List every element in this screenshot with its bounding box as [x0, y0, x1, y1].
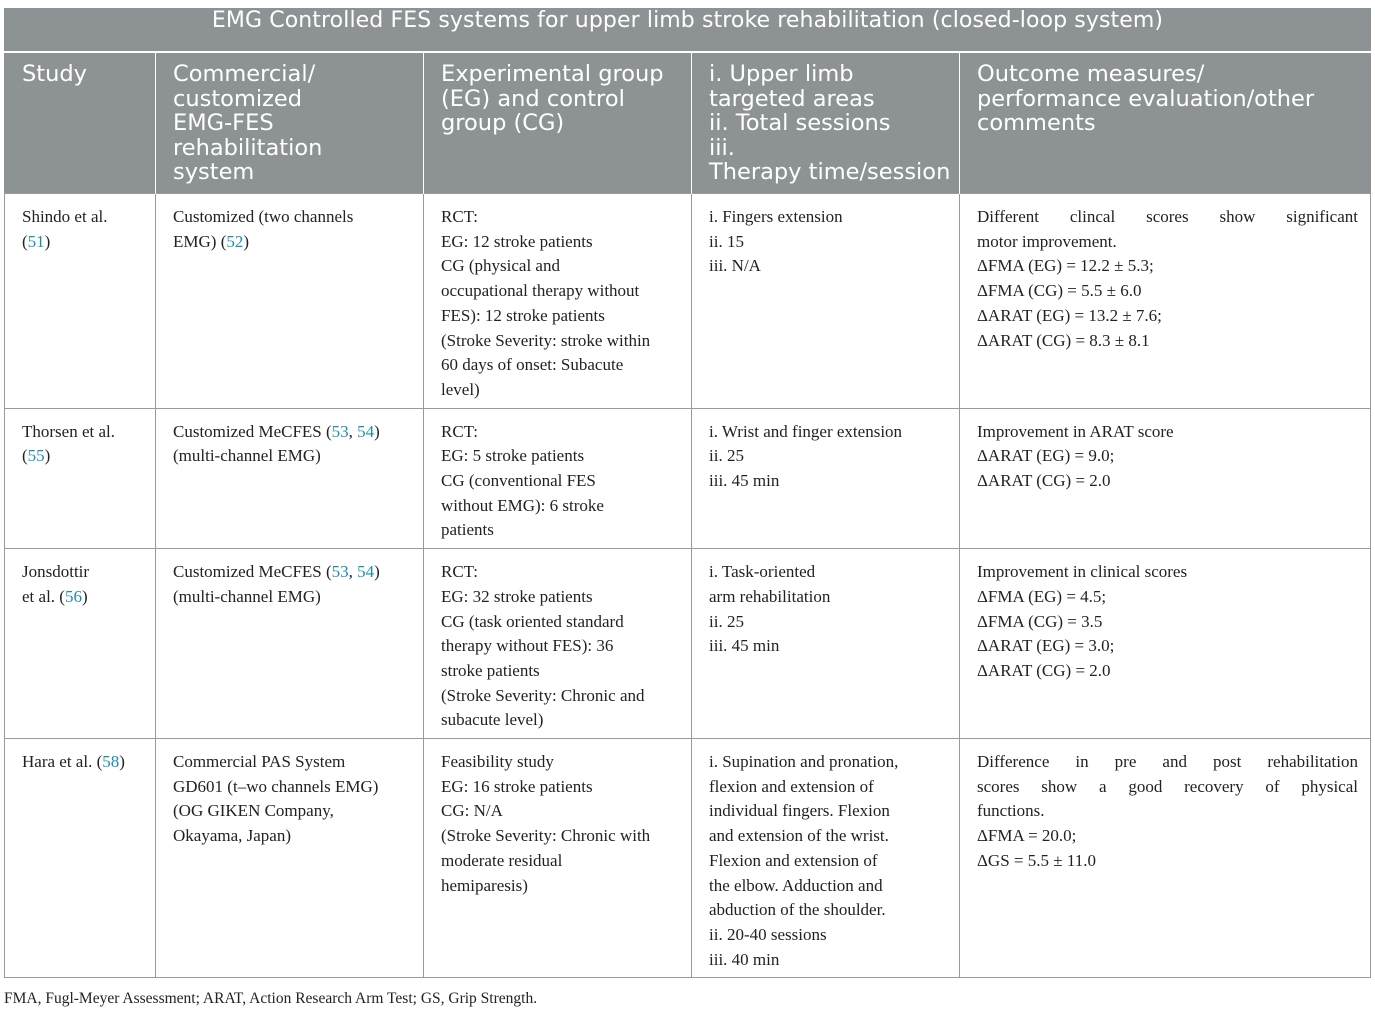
groups-line: subacute level)	[441, 710, 544, 730]
header-row	[5, 52, 1371, 194]
outcomes-line: functions.	[977, 801, 1045, 821]
outcomes-line: ΔARAT (CG) = 8.3 ± 8.1	[977, 330, 1150, 350]
targets-line: i. Supination and pronation,	[709, 752, 899, 772]
outcomes-line: ΔARAT (EG) = 3.0;	[977, 636, 1115, 656]
ref-paren: )	[44, 231, 51, 251]
study-name: Shindo et al.	[22, 207, 108, 226]
study-ref: 56	[64, 586, 82, 606]
system-ref: 54	[357, 562, 375, 582]
table-title: EMG Controlled FES systems for upper limb stroke rehabilitation (closed-loop system)	[5, 9, 1371, 53]
header-line: rehabilitation	[173, 134, 323, 161]
groups-line: CG (physical and	[441, 256, 560, 276]
study-name: Jonsdottir	[22, 562, 90, 582]
outcomes-line: ΔFMA (EG) = 4.5;	[977, 586, 1107, 606]
system-line	[173, 799, 411, 824]
table-row	[5, 194, 1371, 409]
header-line: system	[173, 159, 255, 185]
targets-line: iii. 45 min	[709, 636, 780, 656]
ref-paren: (	[22, 231, 28, 251]
system-line	[173, 750, 411, 775]
groups-line: EG: 5 stroke patients	[441, 446, 585, 466]
study-line	[22, 420, 143, 445]
system-ref: 52	[226, 231, 244, 251]
study-line	[22, 585, 143, 610]
targets-line: abduction of the shoulder.	[709, 900, 886, 920]
system-ref: 53	[331, 421, 349, 441]
system-cell	[156, 739, 424, 978]
system-text: Customized MeCFES (	[173, 562, 332, 582]
study-line	[22, 230, 143, 255]
header-line: i. Upper limb	[709, 61, 854, 87]
system-text: (multi-channel EMG)	[173, 586, 321, 606]
system-text: ,	[348, 562, 358, 582]
header-line: targeted areas	[709, 85, 875, 112]
outcomes-line: motor improvement.	[977, 231, 1117, 251]
header-study	[5, 52, 156, 194]
groups-line: moderate residual	[441, 850, 563, 870]
study-cell	[5, 408, 156, 549]
study-cell	[5, 194, 156, 409]
targets-cell	[692, 739, 960, 978]
ref-paren: (	[22, 446, 28, 466]
header-line: performance evaluation/other	[977, 85, 1315, 112]
outcomes-line: Difference in pre and post rehabilitation	[977, 752, 1358, 772]
targets-cell	[692, 549, 960, 739]
outcomes-line: ΔFMA (CG) = 5.5 ± 6.0	[977, 281, 1142, 301]
study-ref: 58	[102, 752, 120, 772]
groups-line: patients	[441, 520, 494, 540]
system-text: EMG) (	[173, 231, 227, 251]
table-row	[5, 408, 1371, 549]
outcomes-line: ΔFMA (CG) = 3.5	[977, 611, 1103, 631]
ref-paren: (	[59, 586, 65, 606]
targets-line: flexion and extension of	[709, 776, 874, 796]
outcomes-line: ΔARAT (EG) = 13.2 ± 7.6;	[977, 305, 1162, 325]
system-line	[173, 205, 411, 230]
groups-line: level)	[441, 379, 480, 399]
header-line: Commercial/	[173, 61, 316, 87]
study-line	[22, 560, 143, 585]
outcomes-line: ΔARAT (CG) = 2.0	[977, 660, 1111, 680]
header-line: comments	[977, 110, 1096, 136]
targets-line: iii. 45 min	[709, 471, 780, 491]
ref-paren: )	[81, 586, 88, 606]
groups-line: hemiparesis)	[441, 875, 528, 895]
system-cell	[156, 408, 424, 549]
groups-line: RCT:	[441, 207, 478, 226]
system-text: ,	[348, 421, 358, 441]
targets-line: arm rehabilitation	[709, 586, 831, 606]
groups-line: therapy without FES): 36	[441, 636, 614, 656]
system-text: Customized MeCFES (	[173, 421, 332, 441]
targets-line: ii. 20-40 sessions	[709, 924, 827, 944]
table-body	[5, 194, 1371, 978]
targets-line: ii. 25	[709, 446, 744, 466]
system-line	[173, 775, 411, 800]
targets-line: iii. N/A	[709, 256, 761, 276]
groups-line: CG: N/A	[441, 801, 503, 821]
outcomes-cell	[960, 549, 1371, 739]
system-line	[173, 560, 411, 585]
system-text: (multi-channel EMG)	[173, 446, 321, 466]
targets-line: i. Wrist and finger extension	[709, 421, 903, 441]
groups-line: CG (conventional FES	[441, 471, 596, 491]
system-line	[173, 824, 411, 849]
outcomes-line: Improvement in ARAT score	[977, 421, 1174, 441]
system-cell	[156, 549, 424, 739]
targets-cell	[692, 408, 960, 549]
header-line: Outcome measures/	[977, 61, 1205, 87]
study-line	[22, 750, 143, 775]
table-container	[4, 8, 1370, 978]
system-line	[173, 444, 411, 469]
groups-line: (Stroke Severity: Chronic with	[441, 826, 651, 846]
groups-line: occupational therapy without	[441, 281, 640, 301]
targets-line: iii. 40 min	[709, 949, 780, 969]
groups-line: (Stroke Severity: stroke within	[441, 330, 651, 350]
groups-line: FES): 12 stroke patients	[441, 305, 605, 325]
system-text: )	[374, 421, 380, 441]
groups-line: RCT:	[441, 562, 478, 582]
system-cell	[156, 194, 424, 409]
emg-fes-table	[4, 8, 1371, 978]
targets-line: Flexion and extension of	[709, 850, 878, 870]
study-ref: 51	[27, 231, 45, 251]
outcomes-line: ΔARAT (EG) = 9.0;	[977, 446, 1115, 466]
groups-line: EG: 12 stroke patients	[441, 231, 593, 251]
study-line	[22, 205, 143, 230]
groups-cell	[424, 739, 692, 978]
targets-line: individual fingers. Flexion	[709, 801, 890, 821]
groups-line: (Stroke Severity: Chronic and	[441, 685, 645, 705]
system-ref: 54	[357, 421, 375, 441]
system-text: )	[374, 562, 380, 582]
study-ref: 55	[27, 446, 45, 466]
groups-cell	[424, 549, 692, 739]
outcomes-line: ΔFMA = 20.0;	[977, 826, 1077, 846]
targets-cell	[692, 194, 960, 409]
targets-line: the elbow. Adduction and	[709, 875, 883, 895]
table-footnote: FMA, Fugl-Meyer Assessment; ARAT, Action Research Arm Test; GS, Grip Strength.	[4, 990, 538, 1007]
groups-line: RCT:	[441, 421, 478, 441]
header-line: group (CG)	[441, 110, 565, 136]
outcomes-line: ΔFMA (EG) = 12.2 ± 5.3;	[977, 256, 1154, 276]
header-line: Experimental group	[441, 61, 664, 87]
header-line: iii.	[709, 134, 735, 161]
header-targets	[692, 52, 960, 194]
groups-line: EG: 32 stroke patients	[441, 586, 593, 606]
outcomes-cell	[960, 739, 1371, 978]
header-line: customized	[173, 85, 303, 112]
header-line: ii. Total sessions	[709, 110, 891, 136]
system-ref: 53	[331, 562, 349, 582]
outcomes-line: Different clincal scores show significant	[977, 207, 1358, 226]
header-groups	[424, 52, 692, 194]
groups-cell	[424, 194, 692, 409]
targets-line: ii. 25	[709, 611, 744, 631]
system-text: Commercial PAS System	[173, 752, 346, 772]
targets-line: and extension of the wrist.	[709, 826, 889, 846]
header-line: EMG-FES	[173, 110, 274, 136]
header-line: Study	[22, 61, 87, 87]
header-line: (EG) and control	[441, 85, 625, 112]
groups-line: 60 days of onset: Subacute	[441, 355, 624, 375]
groups-line: CG (task oriented standard	[441, 611, 624, 631]
system-line	[173, 585, 411, 610]
outcomes-line: ΔGS = 5.5 ± 11.0	[977, 850, 1096, 870]
ref-paren: (	[96, 752, 103, 772]
ref-paren: )	[119, 752, 125, 772]
outcomes-line: Improvement in clinical scores	[977, 562, 1188, 582]
system-text: Customized (two channels	[173, 207, 354, 226]
system-text: (OG GIKEN Company,	[173, 801, 334, 821]
system-text: Okayama, Japan)	[173, 826, 292, 846]
targets-line: ii. 15	[709, 231, 744, 251]
study-line	[22, 444, 143, 469]
outcomes-line: ΔARAT (CG) = 2.0	[977, 471, 1111, 491]
groups-line: Feasibility study	[441, 752, 554, 772]
study-cell	[5, 739, 156, 978]
groups-cell	[424, 408, 692, 549]
outcomes-cell	[960, 408, 1371, 549]
study-name-cont: et al.	[22, 586, 60, 606]
system-text: )	[243, 231, 250, 251]
system-line	[173, 420, 411, 445]
study-cell	[5, 549, 156, 739]
system-text: GD601 (t–wo channels EMG)	[173, 776, 379, 796]
study-name: Hara et al.	[22, 752, 97, 772]
study-name: Thorsen et al.	[22, 421, 115, 441]
header-line: Therapy time/session	[709, 159, 951, 185]
groups-line: EG: 16 stroke patients	[441, 776, 593, 796]
header-system	[156, 52, 424, 194]
targets-line: i. Task-oriented	[709, 562, 816, 582]
groups-line: without EMG): 6 stroke	[441, 495, 604, 515]
table-row	[5, 739, 1371, 978]
system-line	[173, 230, 411, 255]
groups-line: stroke patients	[441, 660, 540, 680]
outcomes-cell	[960, 194, 1371, 409]
outcomes-line: scores show a good recovery of physical	[977, 776, 1358, 796]
ref-paren: )	[44, 446, 51, 466]
targets-line: i. Fingers extension	[709, 207, 843, 226]
header-outcomes	[960, 52, 1371, 194]
table-row	[5, 549, 1371, 739]
